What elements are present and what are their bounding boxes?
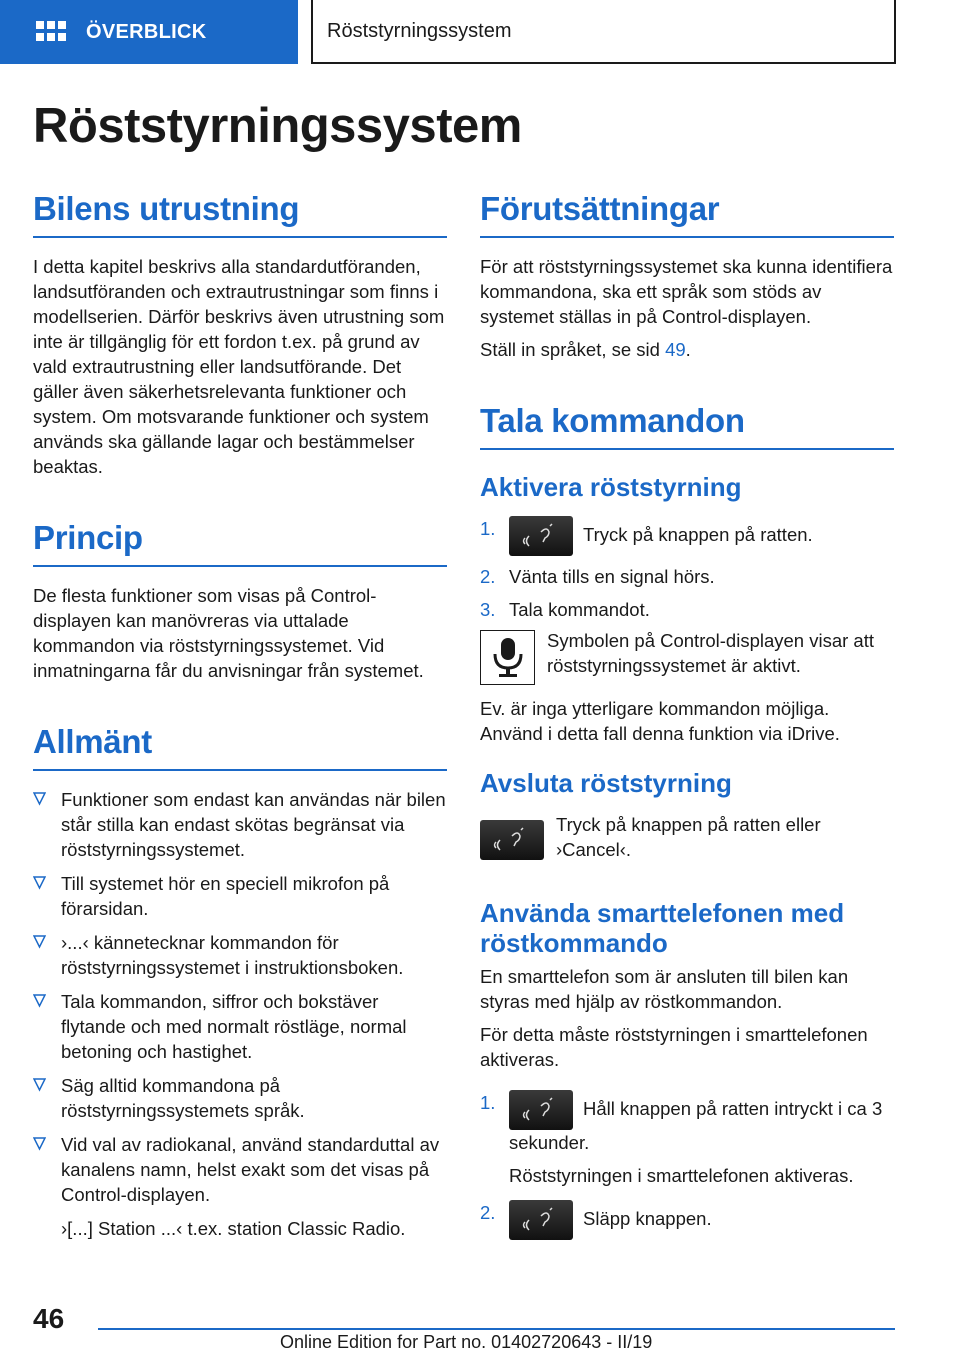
list-item: Funktioner som endast kan användas när bilen står stilla kan endast skötas begränsat via röststyrningssystemet.: [33, 787, 447, 862]
right-column: [480, 190, 894, 1248]
edition-text: Online Edition for Part no. 01402720643 - II/19: [280, 1332, 653, 1352]
section-title: Röststyrningssystem: [311, 0, 896, 64]
princip-text: De flesta funktioner som visas på Control-displayen kan manövreras via uttalade kommandon via röststyrningssystemet. Vid inmatningarna får du anvisningar från systemet.: [33, 585, 424, 681]
voice-button-icon: [509, 1200, 573, 1240]
heading-forutsattningar: Förutsättningar: [480, 190, 894, 238]
voice-button-icon: [480, 820, 544, 860]
heading-allmant: Allmänt: [33, 723, 447, 771]
smartphone-text-2: För detta måste röststyrningen i smarttelefonen aktiveras.: [480, 1024, 868, 1070]
page-title: Röststyrningssystem: [33, 99, 522, 153]
list-item: 3. Tala kommandot.: [480, 599, 650, 620]
triangle-bullet-icon: [33, 876, 46, 890]
bilens-text: I detta kapitel beskrivs alla standardutföranden, landsutföranden och extrautrustningar som finns i modellserien. Därför beskrivs även utrustning som inte är tillgänglig för ett fordon t.ex. på grund av vald extrautrustning eller landsutförande. Det gäller även säkerhetsrelevanta funktioner och system. Om motsvarande funktioner och system används ska gällande lagar och bestämmelser beaktas.: [33, 256, 445, 477]
voice-button-icon: [509, 516, 573, 556]
list-item: Till systemet hör en speciell mikrofon på förarsidan.: [33, 871, 447, 921]
smartphone-steps: [480, 1090, 894, 1240]
station-example: ›[...] Station ...‹ t.ex. station Classic Radio.: [61, 1218, 406, 1239]
aktivera-steps: [480, 516, 894, 622]
avsluta-row: Tryck på knappen på ratten eller ›Cancel‹.: [480, 812, 894, 870]
language-reference: Ställ in språket, se sid 49.: [480, 339, 691, 360]
page-link-49[interactable]: 49: [665, 339, 686, 360]
list-item: 2. Släpp knappen.: [480, 1200, 894, 1240]
list-item: Säg alltid kommandona på röststyrningssystemets språk.: [33, 1073, 447, 1123]
aktivera-extra: Ev. är inga ytterligare kommandon möjliga. Använd i detta fall denna funktion via iDrive.: [480, 698, 840, 744]
triangle-bullet-icon: [33, 792, 46, 806]
list-item: Vid val av radiokanal, använd standarduttal av kanalens namn, helst exakt som det visas på Control-displayen. ›[...] Station ...‹ t.ex. station Classic Radio.: [33, 1132, 447, 1241]
heading-avsluta: Avsluta röststyrning: [480, 768, 732, 798]
heading-bilens-utrustning: Bilens utrustning: [33, 190, 447, 238]
forutsattningar-text: För att röststyrningssystemet ska kunna identifiera kommandona, ska ett språk som stöds av systemet ställas in på Control-displayen.: [480, 256, 893, 327]
list-item: 1. Tryck på knappen på ratten.: [480, 516, 894, 556]
heading-aktivera: Aktivera röststyrning: [480, 472, 742, 502]
symbol-note: Symbolen på Control-displayen visar att röststyrningssystemet är aktivt.: [480, 630, 894, 686]
grid-icon: [36, 21, 66, 43]
list-item: Tala kommandon, siffror och bokstäver flytande och med normalt röstläge, normal betoning och hastighet.: [33, 989, 447, 1064]
list-item: 1. Håll knappen på ratten intryckt i ca 3 sekunder. Röststyrningen i smarttelefonen aktiveras.: [480, 1090, 894, 1188]
page-number: 46: [33, 1303, 65, 1334]
left-column: [33, 190, 447, 1250]
microphone-icon: [480, 630, 535, 685]
triangle-bullet-icon: [33, 994, 46, 1008]
footer-divider: [98, 1328, 895, 1330]
voice-button-icon: [509, 1090, 573, 1130]
list-item: 2. Vänta tills en signal hörs.: [480, 566, 715, 587]
list-item: ›...‹ kännetecknar kommandon för röststyrningssystemet i instruktionsboken.: [33, 930, 447, 980]
smartphone-text-1: En smarttelefon som är ansluten till bilen kan styras med hjälp av röstkommandon.: [480, 966, 849, 1012]
heading-smartphone: Använda smarttelefonen med röstkommando: [480, 898, 845, 958]
heading-tala-kommandon: Tala kommandon: [480, 402, 894, 450]
overview-tab[interactable]: [0, 0, 298, 64]
overview-tab-label: ÖVERBLICK: [86, 20, 207, 43]
allmant-list: [33, 787, 447, 1241]
heading-princip: Princip: [33, 519, 447, 567]
triangle-bullet-icon: [33, 1078, 46, 1092]
step-sub-text: Röststyrningen i smarttelefonen aktiveras.: [509, 1165, 854, 1186]
triangle-bullet-icon: [33, 935, 46, 949]
triangle-bullet-icon: [33, 1137, 46, 1151]
